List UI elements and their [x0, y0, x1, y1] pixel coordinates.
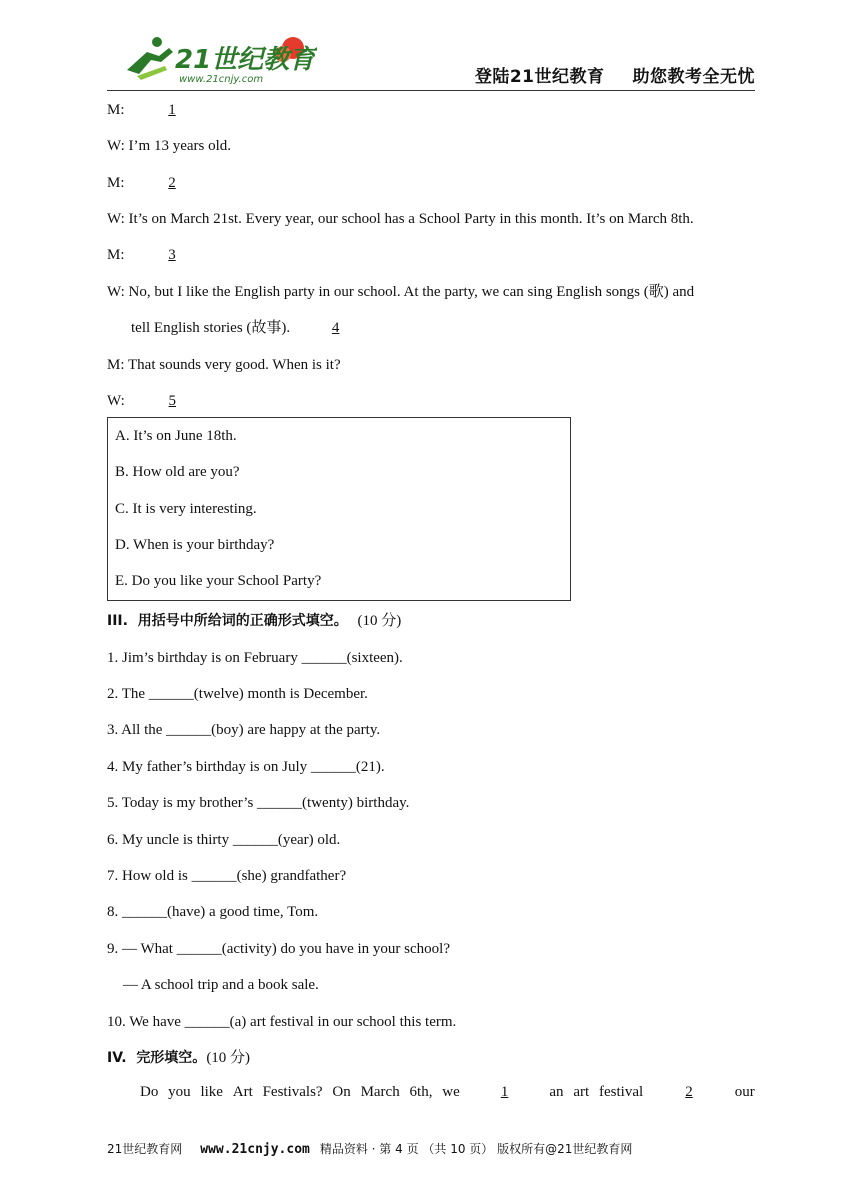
section3-item-4: 4. My father’s birthday is on July ______(21).: [107, 759, 385, 775]
footer-url[interactable]: www.21cnjy.com: [200, 1142, 310, 1157]
dialogue-line-6: W: No, but I like the English party in our school. At the party, we can sing English songs (歌) and: [107, 284, 695, 300]
cloze-blank-2: 2: [685, 1084, 693, 1100]
option-e: E. Do you like your School Party?: [115, 573, 322, 589]
blank-1: 1: [168, 102, 176, 118]
section3-item-2: 2. The ______(twelve) month is December.: [107, 686, 368, 702]
section3-item-7: 7. How old is ______(she) grandfather?: [107, 868, 347, 884]
section3-item-6: 6. My uncle is thirty ______(year) old.: [107, 832, 341, 848]
section3-item-9-answer: — A school trip and a book sale.: [123, 977, 319, 993]
dialogue-line-2: W: I’m 13 years old.: [107, 138, 232, 154]
options-box: [107, 417, 571, 601]
option-d: D. When is your birthday?: [115, 537, 275, 553]
logo-text: 21世纪教育: [175, 45, 316, 75]
dialogue-line-7: tell English stories (故事). 4: [131, 318, 390, 338]
blank-2: 2: [168, 175, 176, 191]
footer-right: 精品资料 · 第 4 页 （共 10 页） 版权所有@21世纪教育网: [319, 1142, 633, 1156]
21cnjy-logo: [117, 30, 317, 88]
section3-heading: III. 用括号中所给词的正确形式填空。 (10 分): [107, 613, 402, 629]
section3-item-10: 10. We have ______(a) art festival in our school this term.: [107, 1014, 457, 1030]
cloze-passage-line-1: Do you like Art Festivals? On March 6th, we 1 an art festival 2 our: [140, 1084, 755, 1100]
dialogue-line-9: W: 5: [107, 391, 227, 411]
logo-url: www.21cnjy.com: [179, 74, 264, 85]
header-slogan: [475, 62, 755, 87]
option-a: A. It’s on June 18th.: [115, 428, 237, 444]
slogan-part1: 登陆21世纪教育: [474, 67, 605, 87]
page-footer: [107, 1140, 632, 1157]
section3-item-5: 5. Today is my brother’s ______(twenty) birthday.: [107, 795, 410, 811]
dialogue-line-4: W: It’s on March 21st. Every year, our school has a School Party in this month. It’s on March 8th.: [107, 211, 694, 227]
blank-4: 4: [331, 320, 340, 336]
blank-3: 3: [168, 247, 176, 263]
page-header: [107, 22, 755, 91]
section3-item-9: 9. — What ______(activity) do you have in your school?: [107, 941, 450, 957]
slogan-part2: 助您教考全无忧: [632, 67, 755, 87]
dialogue-line-3: M: 2: [107, 173, 226, 193]
section4-heading: IV. 完形填空。(10 分): [107, 1050, 251, 1066]
option-c: C. It is very interesting.: [115, 501, 257, 517]
dialogue-line-8: M: That sounds very good. When is it?: [107, 357, 341, 373]
footer-left: 21世纪教育网: [107, 1142, 183, 1156]
option-b: B. How old are you?: [115, 464, 240, 480]
cloze-blank-1: 1: [500, 1084, 509, 1100]
blank-5: 5: [168, 393, 177, 409]
section3-item-8: 8. ______(have) a good time, Tom.: [107, 904, 319, 920]
section3-item-1: 1. Jim’s birthday is on February ______(sixteen).: [107, 650, 403, 666]
dialogue-line-5: M: 3: [107, 245, 226, 265]
section3-item-3: 3. All the ______(boy) are happy at the party.: [107, 722, 381, 738]
dialogue-line-1: M: 1: [107, 100, 226, 120]
